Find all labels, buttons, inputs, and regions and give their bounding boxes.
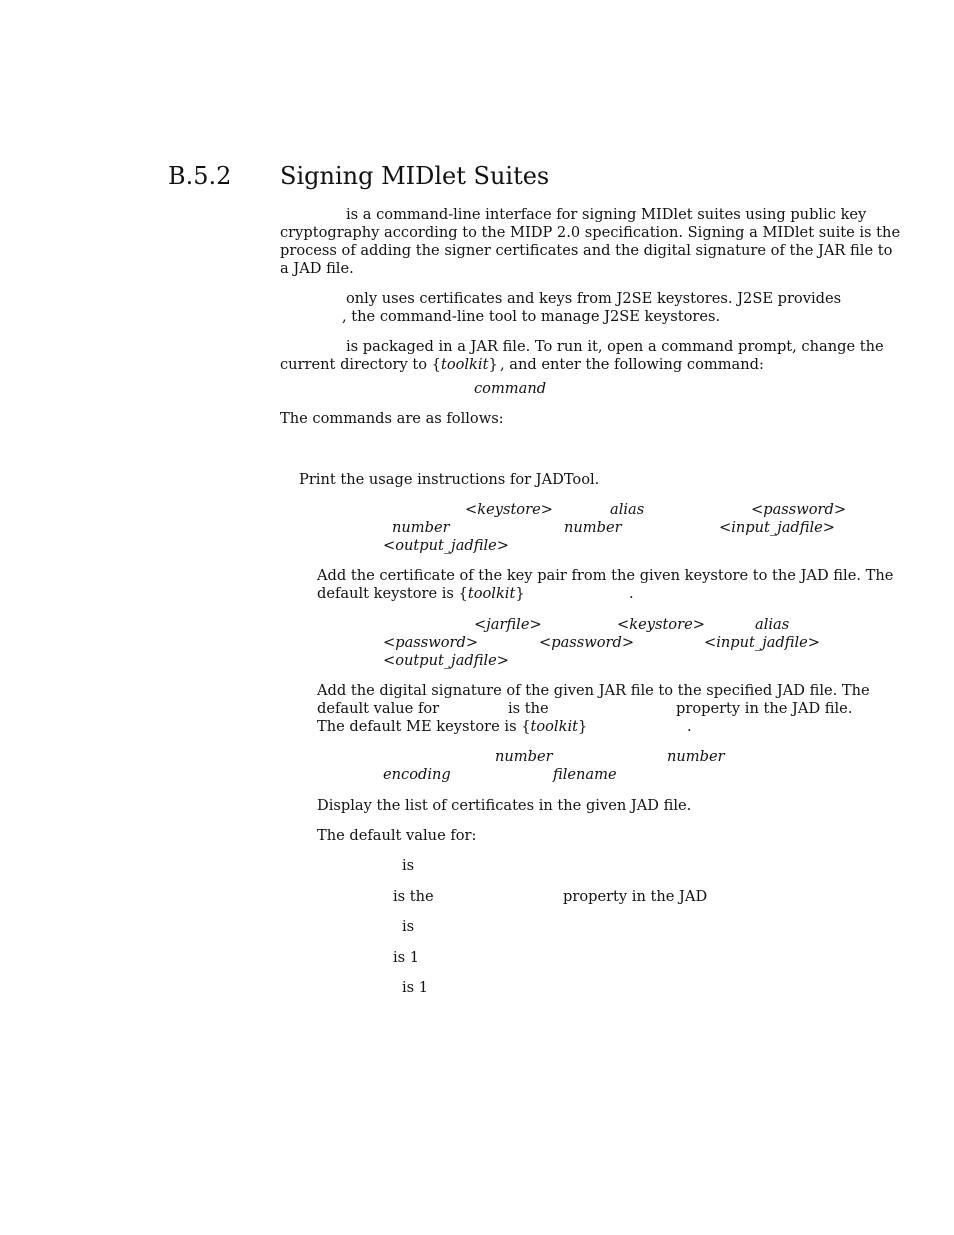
help-description: Print the usage instructions for JADTool. (299, 471, 600, 488)
intro-line-4: a JAD file. (280, 260, 354, 277)
defaults-intro: The default value for: (317, 827, 477, 844)
addjarsig-keystore-arg: <keystore> (617, 616, 705, 633)
showcert-encoding-arg: encoding (383, 766, 451, 783)
addjarsig-desc-period: . (687, 718, 692, 735)
addcert-desc-period: . (629, 585, 634, 602)
run-line-2-prefix: current directory to { (280, 356, 441, 373)
addcert-description-line-2 (317, 585, 525, 603)
section-title: Signing MIDlet Suites (280, 162, 550, 190)
addjarsig-input-jadfile-arg: <input_jadfile> (704, 634, 821, 651)
addjarsig-desc-line-2-c: property in the JAD file. (676, 700, 853, 717)
default-item-4: is 1 (393, 949, 420, 966)
run-line-2-brace: } (488, 356, 498, 373)
showcert-number-arg-1: number (495, 748, 553, 765)
addcert-desc-prefix: default keystore is { (317, 585, 468, 602)
addcert-toolkit-placeholder: toolkit (467, 585, 516, 602)
addjarsig-description-line-3 (317, 718, 587, 736)
addcert-desc-brace: } (515, 585, 525, 602)
showcert-description: Display the list of certificates in the given JAD file. (317, 797, 692, 814)
addcert-description-line-1: Add the certificate of the key pair from the given keystore to the JAD file. The (317, 567, 894, 584)
default-item-3: is (402, 918, 415, 935)
addjarsig-jarfile-arg: <jarfile> (474, 616, 542, 633)
addjarsig-alias-arg: alias (755, 616, 790, 633)
commands-intro: The commands are as follows: (280, 410, 504, 427)
addcert-number-arg-2: number (564, 519, 622, 536)
addcert-alias-arg: alias (610, 501, 645, 518)
addcert-input-jadfile-arg: <input_jadfile> (719, 519, 836, 536)
showcert-number-arg-2: number (667, 748, 725, 765)
intro-line-1: is a command-line interface for signing MIDlet suites using public key (346, 206, 867, 223)
addjarsig-password-arg-2: <password> (539, 634, 635, 651)
showcert-filename-arg: filename (553, 766, 617, 783)
addjarsig-toolkit-placeholder: toolkit (530, 718, 578, 735)
addcert-keystore-arg: <keystore> (465, 501, 553, 518)
addjarsig-description-line-1: Add the digital signature of the given JAR file to the specified JAD file. The (317, 682, 870, 699)
command-placeholder: command (474, 380, 547, 397)
addjarsig-desc-line-2-b: is the (508, 700, 549, 717)
run-line-2 (280, 356, 498, 374)
addcert-password-arg: <password> (751, 501, 847, 518)
run-line-2-suffix: , and enter the following command: (500, 356, 764, 373)
default-item-5: is 1 (402, 979, 429, 996)
addjarsig-desc-brace: } (577, 718, 588, 735)
default-item-1: is (402, 857, 415, 874)
addjarsig-desc-prefix: The default ME keystore is { (317, 718, 531, 735)
intro-line-2: cryptography according to the MIDP 2.0 specification. Signing a MIDlet suite is the (280, 224, 901, 241)
addcert-number-arg-1: number (392, 519, 450, 536)
default-item-2-b: property in the JAD (563, 888, 708, 905)
section-number: B.5.2 (168, 162, 232, 190)
addjarsig-password-arg-1: <password> (383, 634, 479, 651)
keystores-line-2: , the command-line tool to manage J2SE keystores. (342, 308, 721, 325)
addjarsig-output-jadfile-arg: <output_jadfile> (383, 652, 510, 669)
default-item-2-a: is the (393, 888, 434, 905)
addcert-output-jadfile-arg: <output_jadfile> (383, 537, 510, 554)
toolkit-placeholder: toolkit (440, 356, 489, 373)
run-line-1: is packaged in a JAR file. To run it, open a command prompt, change the (346, 338, 884, 355)
intro-line-3: process of adding the signer certificates and the digital signature of the JAR file to (280, 242, 893, 259)
addjarsig-desc-line-2-a: default value for (317, 700, 440, 717)
keystores-line-1: only uses certificates and keys from J2SE keystores. J2SE provides (346, 290, 842, 307)
